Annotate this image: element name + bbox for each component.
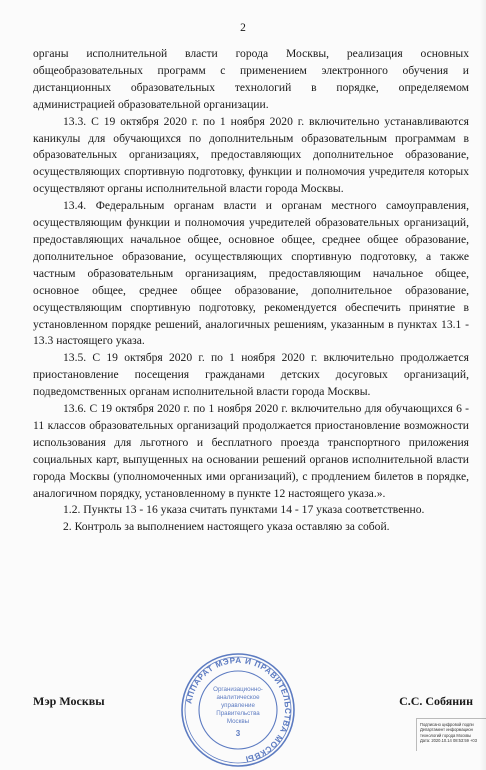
seal-line: управление — [221, 702, 255, 709]
seal-line: аналитическое — [216, 694, 260, 701]
signatory-title: Мэр Москвы — [33, 694, 105, 708]
seal-number: 3 — [235, 729, 241, 738]
paragraph: органы исполнительной власти города Москвы, реализация основных общеобразовательных программ с применением электронного обучения и дистанционных образовательных технологий в порядке, определяемом администрацией образовательной организации. — [33, 47, 469, 111]
seal-line: Москвы — [226, 718, 250, 725]
paragraph: 13.4. Федеральным органам власти и органам местного самоуправления, осуществляющим функции и полномочия учредителей образовательных организаций, предоставляющих начальное общее, основное общее, среднее общее образование, дополнительное образование, осуществляющих спортивную подготовку, а также частным образовательным организациям, предоставляющим начальное общее, основное общее, среднее общее образование, дополнительное образование, осуществляющим спортивную подготовку, рекомендуется обеспечить принятие в установленном порядке решений, аналогичных решениям, указанным в пунктах 13.1 - 13.3 настоящего указа. — [33, 199, 469, 348]
paragraph: 13.3. С 19 октября 2020 г. по 1 ноября 2020 г. включительно устанавливаются каникулы для обучающихся по дополнительным образовательным программам в образовательных организациях, предоставляющих дополнительное образование, осуществляющих спортивную подготовку, функции и полномочия учредителя которых осуществляют органы исполнительной власти города Москвы. — [33, 114, 469, 196]
e-signature-line: технологий города Москвы — [420, 732, 472, 738]
seal-ring-text: АППАРАТ МЭРА И ПРАВИТЕЛЬСТВА МОСКВЫ — [184, 655, 293, 764]
page-number: 2 — [240, 22, 246, 34]
e-signature-line: Подписано цифровой подпи — [420, 722, 474, 727]
paragraph: 13.5. С 19 октября 2020 г. по 1 ноября 2020 г. включительно продолжается приостановление посещения гражданами детских досуговых организаций, подведомственных органам исполнительной власти города Москвы. — [33, 351, 469, 399]
e-signature-stamp — [420, 722, 486, 744]
e-signature-line: Дата: 2020.10.14 08:53:59 +03 — [420, 738, 477, 744]
seal-line: Правительства — [216, 710, 260, 717]
seal-line: Организационно- — [213, 686, 263, 693]
official-seal — [178, 650, 298, 770]
paragraph: 2. Контроль за выполнением настоящего указа оставляю за собой. — [63, 520, 390, 534]
paragraph: 13.6. С 19 октября 2020 г. по 1 ноября 2020 г. включительно для обучающихся 6 - 11 классов образовательных организаций продолжается приостановление возможности использования для льготного и бесплатного проезда транспортного приложения социальных карт, выпущенных на основании решений органов исполнительной власти города Москвы (уполномоченных ими организаций), с продлением билетов в порядке, аналогичном порядку, установленному в пункте 12 настоящего указа.». — [33, 402, 469, 500]
e-signature-line: Департамент информацион — [420, 727, 473, 733]
paragraph: 1.2. Пункты 13 - 16 указа считать пунктами 14 - 17 указа соответственно. — [63, 503, 425, 517]
signatory-name: С.С. Собянин — [399, 694, 473, 708]
document-body — [33, 46, 469, 536]
page-edge-shadow — [480, 0, 486, 770]
